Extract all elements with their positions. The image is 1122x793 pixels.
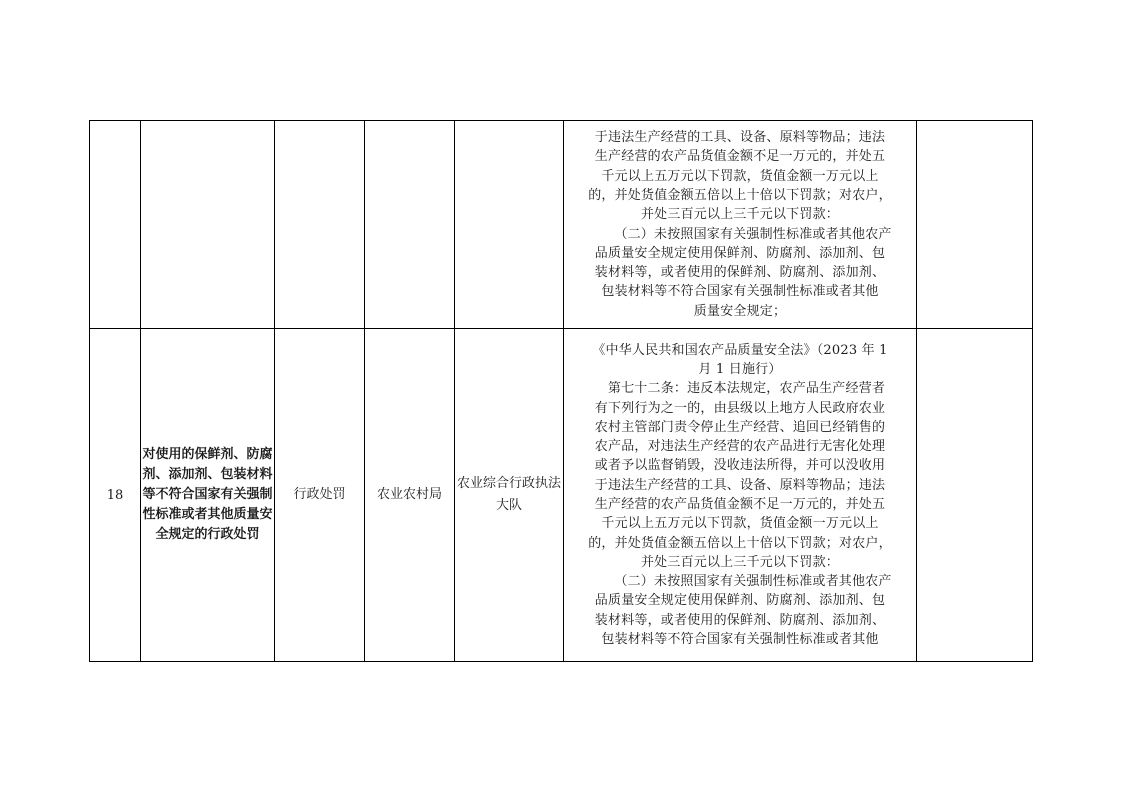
basis-line: 生产经营的农产品货值金额不足一万元的，并处五 [594,497,886,512]
basis-line: 包装材料等不符合国家有关强制性标准或者其他 [601,284,879,300]
basis-line: 并处三百元以上三千元以下罚款： [640,554,839,570]
basis-line: 或者予以监督销毁，没收违法所得，并可以没收用 [594,458,886,474]
legal-basis-cell [564,329,917,662]
remarks-cell [917,329,1033,662]
basis-line: 《中华人民共和国农产品质量安全法》（2023 年 1 [592,342,888,358]
basis-line: （二）未按照国家有关强制性标准或者其他农产 [614,226,892,242]
table-row-18 [90,329,1033,662]
category-cell [275,121,365,329]
table-row-continued [90,121,1033,329]
number-cell [90,121,141,329]
category-cell: 行政处罚 [275,329,365,662]
basis-line: 品质量安全规定使用保鲜剂、防腐剂、添加剂、包 [594,245,886,261]
executor-cell: 农业综合行政执法大队 [455,329,564,662]
number-cell: 18 [90,329,141,662]
basis-line: 生产经营的农产品货值金额不足一万元的，并处五 [594,149,886,165]
basis-line: 于违法生产经营的工具、设备、原料等物品；违法 [594,477,886,493]
basis-line: 千元以上五万元以下罚款，货值金额一万元以上 [601,168,879,184]
authority-list-table [89,120,1033,662]
basis-line: 质量安全规定； [693,303,787,319]
executor-cell [455,121,564,329]
basis-line: 并处三百元以上三千元以下罚款： [640,207,839,223]
remarks-cell [917,121,1033,329]
basis-line: 装材料等，或者使用的保鲜剂、防腐剂、添加剂、 [594,612,886,628]
basis-line: 月 1 日施行） [698,361,782,377]
basis-line: 包装材料等不符合国家有关强制性标准或者其他 [601,632,879,648]
basis-line: 的，并处货值金额五倍以上十倍以下罚款；对农户， [588,187,892,203]
legal-basis-cell [564,121,917,329]
basis-line: （二）未按照国家有关强制性标准或者其他农产 [614,574,892,590]
basis-line: 农产品，对违法生产经营的农产品进行无害化处理 [594,439,886,455]
basis-line: 装材料等，或者使用的保鲜剂、防腐剂、添加剂、 [594,265,886,281]
item-name-cell [141,121,275,329]
item-name-cell: 对使用的保鲜剂、防腐剂、添加剂、包装材料等不符合国家有关强制性标准或者其他质量安全规定的行政处罚 [141,329,275,662]
basis-line: 第七十二条：违反本法规定，农产品生产经营者 [607,381,886,397]
basis-line: 于违法生产经营的工具、设备、原料等物品；违法 [594,130,886,146]
basis-line: 有下列行为之一的，由县级以上地方人民政府农业 [594,400,886,416]
basis-line: 千元以上五万元以下罚款，货值金额一万元以上 [601,516,879,532]
basis-line: 的，并处货值金额五倍以上十倍以下罚款；对农户， [588,535,892,551]
basis-line: 品质量安全规定使用保鲜剂、防腐剂、添加剂、包 [594,593,886,609]
basis-line: 农村主管部门责令停止生产经营、追回已经销售的 [594,419,886,435]
department-cell: 农业农村局 [365,329,455,662]
department-cell [365,121,455,329]
